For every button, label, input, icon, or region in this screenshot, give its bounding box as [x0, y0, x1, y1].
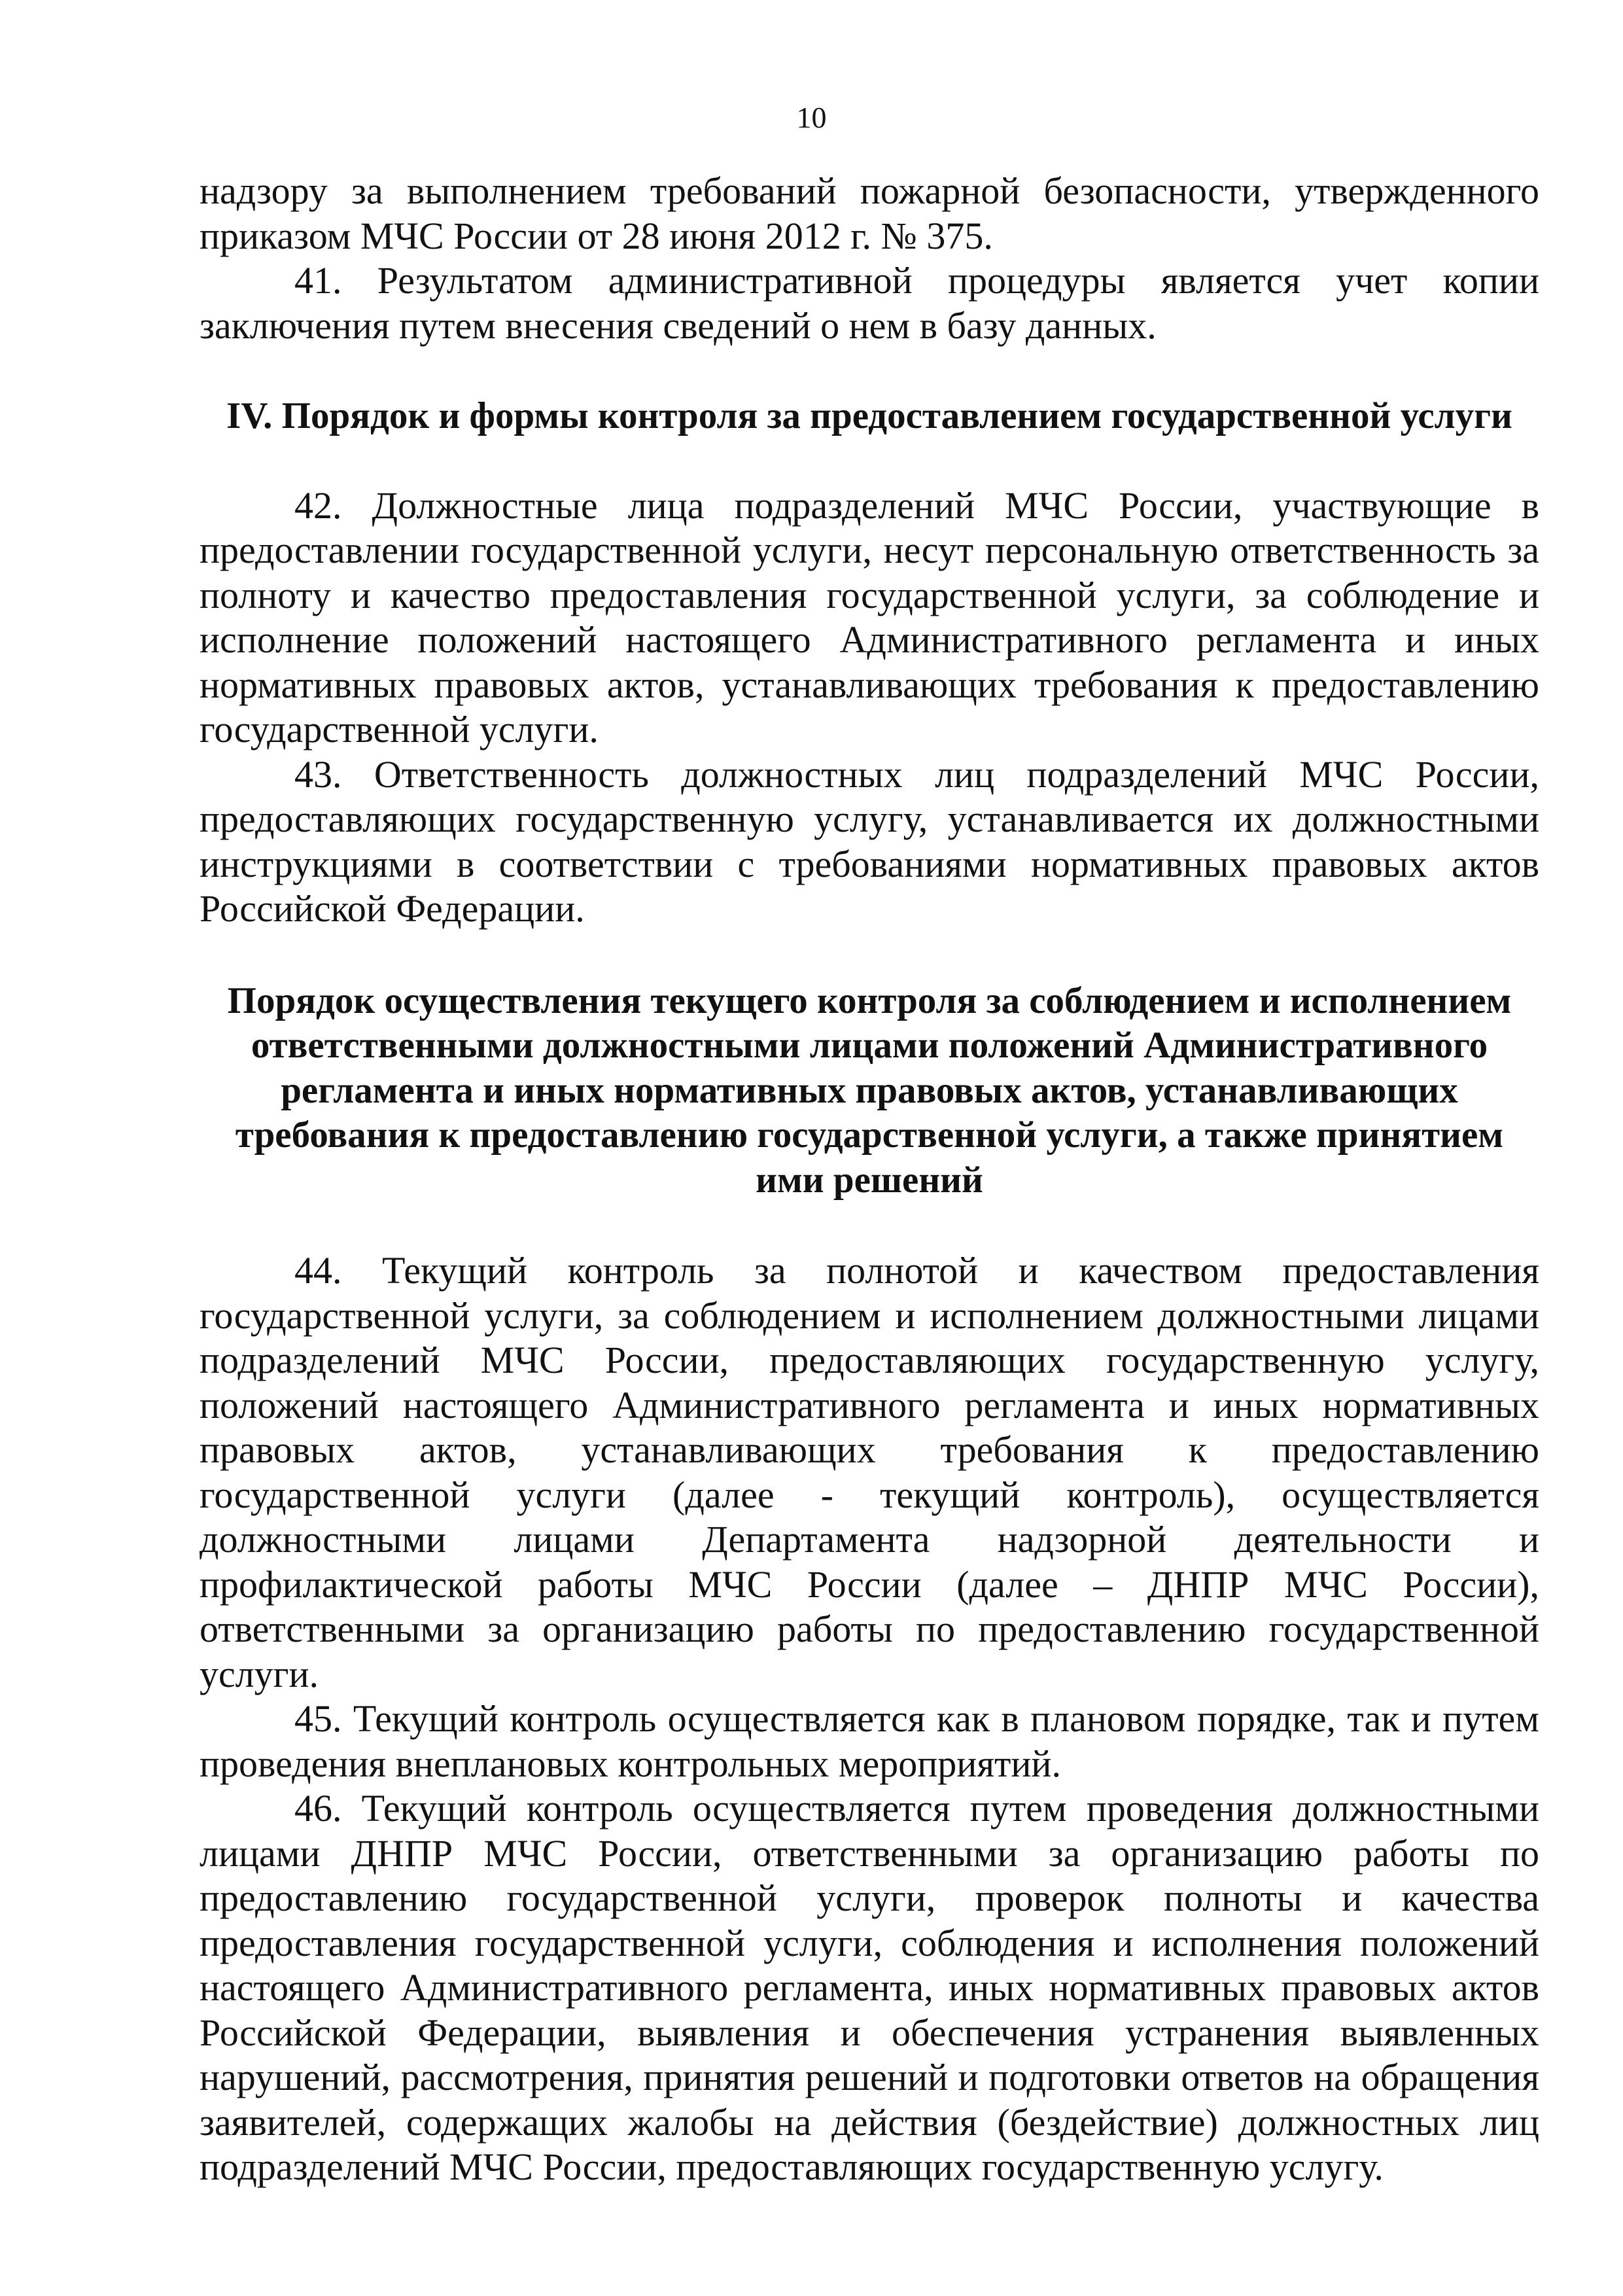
- paragraph-44: 44. Текущий контроль за полнотой и качеством предоставления государственной услуги, за соблюдением и исполнением должностными лицами подразделений МЧС России, предоставляющих государственную услугу, положений настоящего Административного регламента и иных нормативных правовых актов, устанавливающих требования к предоставлению государственной услуги (далее - текущий контроль), осуществляется должностными лицами Департамента надзорной деятельности и профилактической работы МЧС России (далее – ДНПР МЧС России), ответственными за организацию работы по предоставлению государственной услуги.: [200, 1249, 1539, 1695]
- paragraph-45: 45. Текущий контроль осуществляется как в плановом порядке, так и путем проведения внеплановых контрольных мероприятий.: [200, 1697, 1539, 1785]
- section-title: IV. Порядок и формы контроля за предоставлением государственной услуги: [226, 395, 1512, 436]
- paragraph-43: 43. Ответственность должностных лиц подразделений МЧС России, предоставляющих государственную услугу, устанавливается их должностными инструкциями в соответствии с требованиями нормативных правовых актов Российской Федерации.: [200, 752, 1539, 930]
- paragraph-46: 46. Текущий контроль осуществляется путем проведения должностными лицами ДНПР МЧС России, ответственными за организацию работы по предоставлению государственной услуги, проверок полноты и качества предоставления государственной услуги, соблюдения и исполнения положений настоящего Административного регламента, иных нормативных правовых актов Российской Федерации, выявления и обеспечения устранения выявленных нарушений, рассмотрения, принятия решений и подготовки ответов на обращения заявителей, содержащих жалобы на действия (бездействие) должностных лиц подразделений МЧС России, предоставляющих государственную услугу.: [200, 1787, 1539, 2188]
- page-number: 10: [796, 101, 827, 134]
- subsection-title: Порядок осуществления текущего контроля за соблюдением и исполнением ответственными должностными лицами положений Административного регламента и иных нормативных правовых актов, устанавливающих требования к предоставлению государственной услуги, а также принятием ими решений: [227, 980, 1512, 1201]
- paragraph-41: 41. Результатом административной процедуры является учет копии заключения путем внесения сведений о нем в базу данных.: [200, 259, 1539, 347]
- paragraph-42: 42. Должностные лица подразделений МЧС России, участвующие в предоставлении государственной услуги, несут персональную ответственность за полноту и качество предоставления государственной услуги, за соблюдение и исполнение положений настоящего Административного регламента и иных нормативных правовых актов, устанавливающих требования к предоставлению государственной услуги.: [200, 484, 1539, 751]
- paragraph-continuation: надзору за выполнением требований пожарной безопасности, утвержденного приказом МЧС России от 28 июня 2012 г. № 375.: [200, 169, 1539, 257]
- document-body: [200, 169, 1539, 2190]
